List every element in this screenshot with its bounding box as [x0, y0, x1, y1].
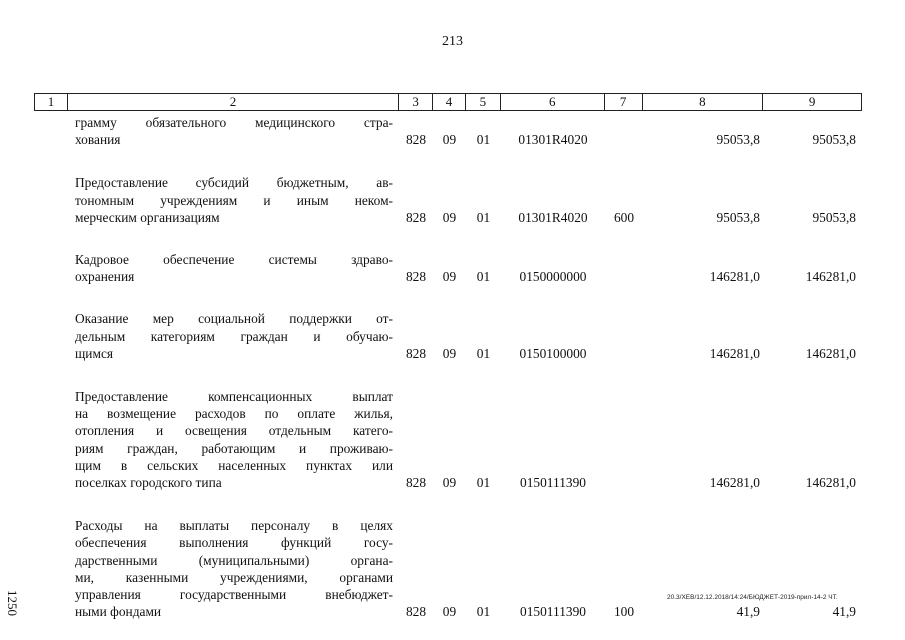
- amount-cell: 146281,0: [709, 269, 760, 285]
- column-header-9: 9: [808, 94, 816, 109]
- amount-total-cell: 41,9: [832, 604, 856, 620]
- admin-code-cell: 828: [405, 132, 427, 148]
- expense-type-cell: 100: [613, 604, 635, 620]
- section-cell: 09: [442, 604, 457, 620]
- description-line: Кадровое обеспечение системы здраво-: [75, 252, 393, 268]
- description-line: ми, казенными учреждениями, органами: [75, 569, 393, 585]
- description-line: Расходы на выплаты персоналу в целях: [75, 518, 393, 534]
- section-cell: 09: [442, 345, 457, 361]
- subsection-cell: 01: [476, 475, 491, 491]
- amount-total-cell: 146281,0: [805, 345, 856, 361]
- admin-code-cell: 828: [405, 209, 427, 225]
- description-line: грамму обязательного медицинского стра-: [75, 115, 393, 130]
- description-line: Предоставление компенсационных выплат: [75, 389, 393, 405]
- description-line: тономным учреждениям и иным неком-: [75, 192, 393, 208]
- target-article-cell: 0150111390: [520, 604, 586, 620]
- table-row: [34, 174, 862, 226]
- column-header-2: 2: [68, 94, 399, 110]
- description-line: ными фондами: [75, 604, 162, 620]
- column-header-1: 1: [35, 94, 68, 110]
- description-line: обеспечения выполнения функций госу-: [75, 535, 393, 551]
- subsection-cell: 01: [476, 604, 491, 620]
- subsection-cell: 01: [476, 345, 491, 361]
- description-line: щимся: [75, 345, 114, 361]
- table-row: [34, 388, 862, 491]
- amount-cell: 146281,0: [709, 475, 760, 491]
- column-header-3: 3: [399, 94, 433, 110]
- table-row: [34, 251, 862, 285]
- description-line: поселках городского типа: [75, 475, 222, 491]
- table-body: [34, 114, 862, 620]
- column-header-7: 7: [605, 94, 643, 110]
- section-cell: 09: [442, 132, 457, 148]
- description-line: мерческим организациям: [75, 209, 220, 225]
- subsection-cell: 01: [476, 269, 491, 285]
- subsection-cell: 01: [476, 209, 491, 225]
- table-row: [34, 310, 862, 362]
- table-header-row: [34, 93, 862, 111]
- amount-cell: 41,9: [736, 604, 760, 620]
- amount-cell: 95053,8: [716, 132, 760, 148]
- column-header-8: 8: [643, 94, 764, 110]
- subsection-cell: 01: [476, 132, 491, 148]
- target-article-cell: 01301R4020: [518, 132, 588, 148]
- section-cell: 09: [442, 209, 457, 225]
- admin-code-cell: 828: [405, 269, 427, 285]
- row-description: [34, 310, 399, 362]
- amount-cell: 146281,0: [709, 345, 760, 361]
- target-article-cell: 0150000000: [519, 269, 587, 285]
- admin-code-cell: 828: [405, 475, 427, 491]
- row-description: [34, 114, 399, 148]
- row-description: [34, 174, 399, 226]
- amount-total-cell: 95053,8: [812, 132, 856, 148]
- amount-total-cell: 146281,0: [805, 475, 856, 491]
- amount-total-cell: 95053,8: [812, 209, 856, 225]
- admin-code-cell: 828: [405, 345, 427, 361]
- description-line: щим в сельских населенных пунктах или: [75, 457, 393, 473]
- section-cell: 09: [442, 269, 457, 285]
- description-line: отопления и освещения отдельным катего-: [75, 423, 393, 439]
- description-line: управления государственными внебюджет-: [75, 587, 393, 603]
- description-line: охранения: [75, 269, 135, 285]
- table-row: [34, 517, 862, 620]
- column-header-6: 6: [501, 94, 605, 110]
- target-article-cell: 0150111390: [520, 475, 586, 491]
- page-number: 213: [442, 34, 463, 49]
- description-line: дельным категориям граждан и обучаю-: [75, 328, 393, 344]
- row-description: [34, 388, 399, 491]
- target-article-cell: 01301R4020: [518, 209, 588, 225]
- description-line: на возмещение расходов по оплате жилья,: [75, 406, 393, 422]
- amount-total-cell: 146281,0: [805, 269, 856, 285]
- column-header-4: 4: [433, 94, 466, 110]
- column-header-5: 5: [466, 94, 501, 110]
- expense-type-cell: 600: [613, 209, 635, 225]
- section-cell: 09: [442, 475, 457, 491]
- description-line: риям граждан, работающим и проживаю-: [75, 440, 393, 456]
- table-row: [34, 114, 862, 148]
- target-article-cell: 0150100000: [519, 345, 587, 361]
- amount-cell: 95053,8: [716, 209, 760, 225]
- document-footer-id: 20.3/XEB/12.12.2018/14:24/БЮДЖЕТ-2019-прил-14-2 ЧТ.: [667, 594, 838, 601]
- description-line: Оказание мер социальной поддержки от-: [75, 311, 393, 327]
- side-page-number: 1250: [5, 590, 20, 616]
- row-description: [34, 517, 399, 620]
- admin-code-cell: 828: [405, 604, 427, 620]
- description-line: Предоставление субсидий бюджетным, ав-: [75, 175, 393, 191]
- description-line: дарственными (муниципальными) органа-: [75, 552, 393, 568]
- row-description: [34, 251, 399, 285]
- description-line: хования: [75, 132, 121, 148]
